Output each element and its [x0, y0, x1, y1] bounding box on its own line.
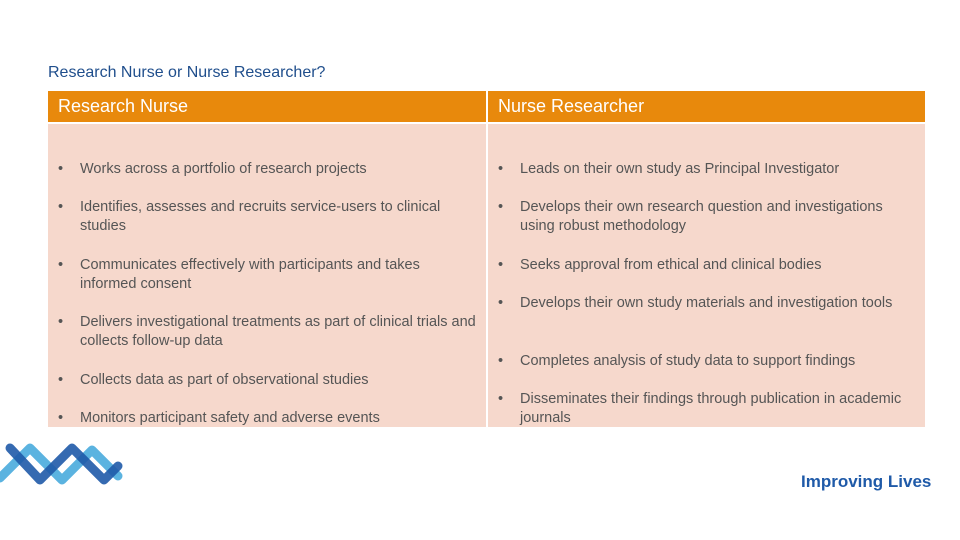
- header-nurse-researcher: Nurse Researcher: [486, 91, 925, 122]
- bullet: •: [58, 257, 64, 273]
- bullet: •: [58, 161, 64, 177]
- list-item-text: Monitors participant safety and adverse events: [80, 410, 380, 426]
- bullet: •: [498, 295, 504, 311]
- bullet: •: [58, 410, 64, 426]
- crossing-waves-logo-icon: [0, 436, 125, 496]
- bullet: •: [498, 353, 504, 369]
- list-item: [58, 371, 478, 390]
- list-item-text: Communicates effectively with participants and takes informed consent: [80, 257, 420, 292]
- list-item: [58, 313, 478, 351]
- header-research-nurse: Research Nurse: [48, 91, 486, 122]
- list-item: [498, 352, 917, 371]
- list-item-text: Identifies, assesses and recruits service-users to clinical studies: [80, 199, 441, 234]
- list-item: [498, 256, 917, 275]
- list-item-text: Develops their own research question and investigations using robust methodology: [520, 199, 883, 234]
- list-item: [58, 256, 478, 294]
- slide-title: Research Nurse or Nurse Researcher?: [48, 64, 326, 81]
- list-item: [58, 198, 478, 236]
- nurse-researcher-column: [486, 122, 925, 427]
- bullet: •: [498, 257, 504, 273]
- bullet: •: [498, 161, 504, 177]
- list-item: [58, 160, 478, 179]
- list-item-text: Collects data as part of observational studies: [80, 372, 369, 388]
- comparison-table: [48, 91, 925, 427]
- list-item-text: Completes analysis of study data to support findings: [520, 353, 856, 369]
- bullet: •: [58, 372, 64, 388]
- bullet: •: [58, 199, 64, 215]
- bullet: •: [58, 314, 64, 330]
- list-item: [498, 198, 917, 236]
- bullet: •: [498, 199, 504, 215]
- list-item-text: Seeks approval from ethical and clinical bodies: [520, 257, 822, 273]
- list-item-text: Leads on their own study as Principal Investigator: [520, 161, 840, 177]
- list-item: [58, 409, 478, 428]
- list-item: [498, 390, 917, 428]
- list-item-text: Delivers investigational treatments as part of clinical trials and collects follow-up data: [80, 314, 476, 349]
- research-nurse-column: [48, 122, 486, 427]
- list-item-text: Develops their own study materials and investigation tools: [520, 295, 893, 311]
- bullet: •: [498, 391, 504, 407]
- list-item-text: Disseminates their findings through publication in academic journals: [520, 391, 902, 426]
- list-item: [498, 294, 917, 313]
- tagline: Improving Lives: [801, 472, 932, 491]
- list-item-text: Works across a portfolio of research projects: [80, 161, 367, 177]
- list-item: [498, 160, 917, 179]
